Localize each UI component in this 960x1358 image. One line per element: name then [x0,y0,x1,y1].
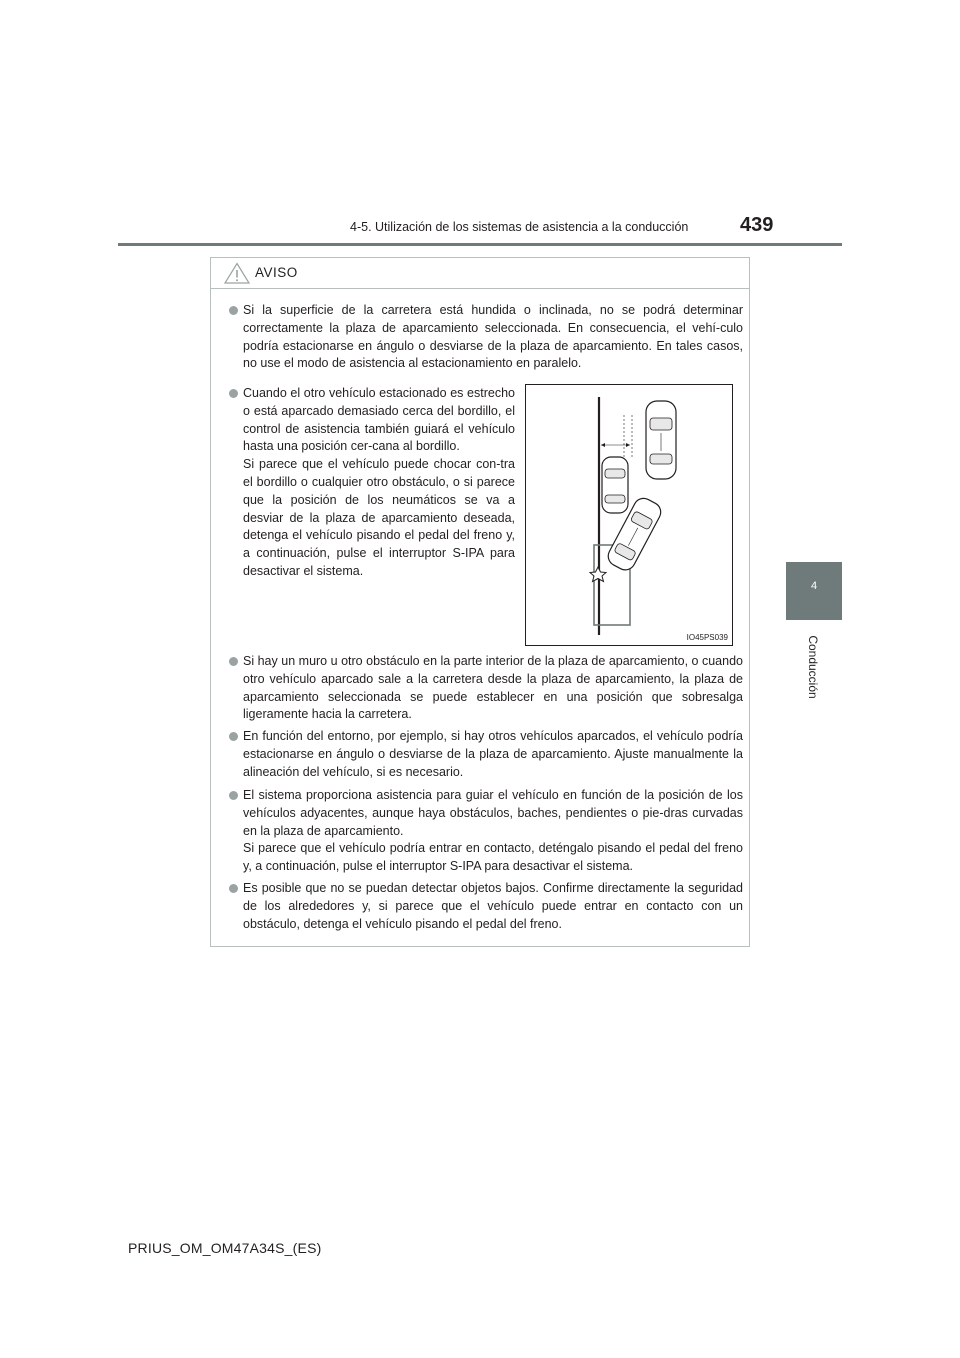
bullet-text: Si la superficie de la carretera está hundida o inclinada, no se podrá determinar correctamente la plaza de aparcamiento seleccionada. En consecuencia, el vehí-culo podría estacionarse en ángulo o desviarse de la plaza de aparcamiento. En tales casos, no use el modo de asistencia al estacionamiento en paralelo. [243,303,743,371]
bullet-text-continuation: Si parece que el vehículo podría entrar en contacto, deténgalo pisando el pedal del freno y, a continuación, pulse el interruptor S-IPA para desactivar el sistema. [243,841,743,874]
parking-illustration [525,384,733,646]
header-divider [118,243,842,246]
bullet-dot-icon [229,884,238,893]
bullet-dot-icon [229,791,238,800]
warning-bullet [243,787,743,876]
warning-bullet [243,302,743,373]
bullet-text-continuation: Si parece que el vehículo puede chocar con-tra el bordillo o cualquier otro obstáculo, o si parece que la posición de los neumáticos se va a desviar de la plaza de aparcamiento deseada, detenga el vehículo pisando el pedal del freno y, a continuación, pulse el interruptor S-IPA para desactivar el sistema. [243,457,515,578]
warning-bullet [243,653,743,724]
chapter-label: Conducción [806,635,820,699]
chapter-tab [786,562,842,620]
warning-bullet [243,880,743,933]
warning-title: AVISO [255,265,298,280]
bullet-text: Si hay un muro u otro obstáculo en la parte interior de la plaza de aparcamiento, o cuando otro vehículo aparcado sale a la carretera desde la plaza de aparcamiento, la plaza de aparcamiento seleccionada se puede establecer en una posición que sobresalga ligeramente hacia la carretera. [243,654,743,722]
bullet-dot-icon [229,732,238,741]
document-id: PRIUS_OM_OM47A34S_(ES) [128,1240,322,1256]
bullet-dot-icon [229,306,238,315]
bullet-text: El sistema proporciona asistencia para guiar el vehículo en función de la posición de los vehículos adyacentes, aunque haya obstáculos, baches, pendientes o pie-dras curvadas en la plaza de aparcamiento. [243,788,743,838]
page-number: 439 [740,214,774,236]
bullet-dot-icon [229,389,238,398]
bullet-text: En función del entorno, por ejemplo, si hay otros vehículos aparcados, el vehículo podría estacionarse en ángulo o desviarse de la plaza de aparcamiento. Ajuste manualmente la alineación del vehículo, si es necesario. [243,729,743,779]
bullet-text: Es posible que no se puedan detectar objetos bajos. Confirme directamente la seguridad de los alrededores y, si parece que el vehículo puede entrar en contacto con un obstáculo, detenga el vehículo pisando el pedal del freno. [243,881,743,931]
warning-header [211,258,749,289]
warning-triangle-icon [224,262,250,284]
section-title: 4-5. Utilización de los sistemas de asistencia a la conducción [350,220,689,234]
warning-box [210,257,750,947]
warning-bullet [243,385,515,581]
bullet-dot-icon [229,657,238,666]
bullet-text: Cuando el otro vehículo estacionado es estrecho o está aparcado demasiado cerca del bordillo, el control de asistencia también guiará el vehículo hasta una posición cer-cana al bordillo. [243,386,515,454]
figure-code: IO45PS039 [686,633,728,642]
warning-bullet [243,728,743,781]
chapter-number: 4 [810,580,818,592]
parking-diagram [526,385,732,645]
